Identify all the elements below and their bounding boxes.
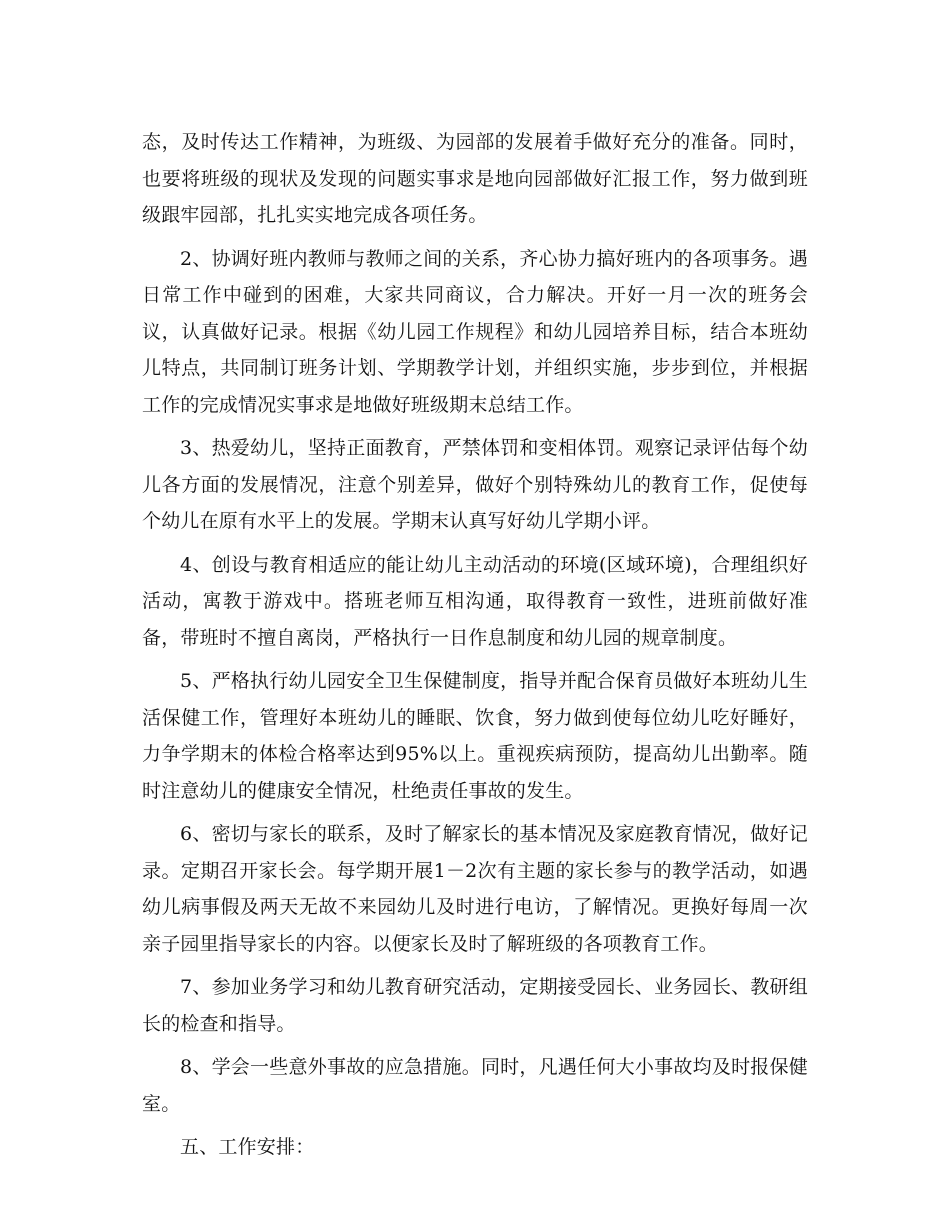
paragraph-item-8: 8、学会一些意外事故的应急措施。同时，凡遇任何大小事故均及时报保健室。 — [142, 1056, 808, 1115]
paragraph-item-3: 3、热爱幼儿，坚持正面教育，严禁体罚和变相体罚。观察记录评估每个幼儿各方面的发展情况，注意个别差异，做好个别特殊幼儿的教育工作，促使每个幼儿在原有水平上的发展。学期末认真写好幼儿学期小评。 — [142, 437, 808, 532]
document-body — [142, 124, 808, 1173]
paragraph-item-2: 2、协调好班内教师与教师之间的关系，齐心协力搞好班内的各项事务。遇日常工作中碰到的困难，大家共同商议，合力解决。开好一月一次的班务会议，认真做好记录。根据《幼儿园工作规程》和幼儿园培养目标，结合本班幼儿特点，共同制订班务计划、学期教学计划，并组织实施，步步到位，并根据工作的完成情况实事求是地做好班级期末总结工作。 — [142, 247, 808, 416]
section-heading-five: 五、工作安排： — [180, 1136, 315, 1158]
paragraph-item-5: 5、严格执行幼儿园安全卫生保健制度，指导并配合保育员做好本班幼儿生活保健工作，管理好本班幼儿的睡眠、饮食，努力做到使每位幼儿吃好睡好，力争学期末的体检合格率达到95%以上。重视疾病预防，提高幼儿出勤率。随时注意幼儿的健康安全情况，杜绝责任事故的发生。 — [142, 670, 808, 802]
paragraph-continuation: 态，及时传达工作精神，为班级、为园部的发展着手做好充分的准备。同时，也要将班级的现状及发现的问题实事求是地向园部做好汇报工作，努力做到班级跟牢园部，扎扎实实地完成各项任务。 — [142, 131, 808, 226]
paragraph-item-7: 7、参加业务学习和幼儿教育研究活动，定期接受园长、业务园长、教研组长的检查和指导。 — [142, 976, 808, 1035]
paragraph-item-6: 6、密切与家长的联系，及时了解家长的基本情况及家庭教育情况，做好记录。定期召开家长会。每学期开展1－2次有主题的家长参与的教学活动，如遇幼儿病事假及两天无故不来园幼儿及时进行电访，了解情况。更换好每周一次亲子园里指导家长的内容。以便家长及时了解班级的各项教育工作。 — [142, 823, 808, 955]
paragraph-item-4: 4、创设与教育相适应的能让幼儿主动活动的环境(区域环境)，合理组织好活动，寓教于游戏中。搭班老师互相沟通，取得教育一致性，进班前做好准备，带班时不擅自离岗，严格执行一日作息制度和幼儿园的规章制度。 — [142, 553, 808, 649]
